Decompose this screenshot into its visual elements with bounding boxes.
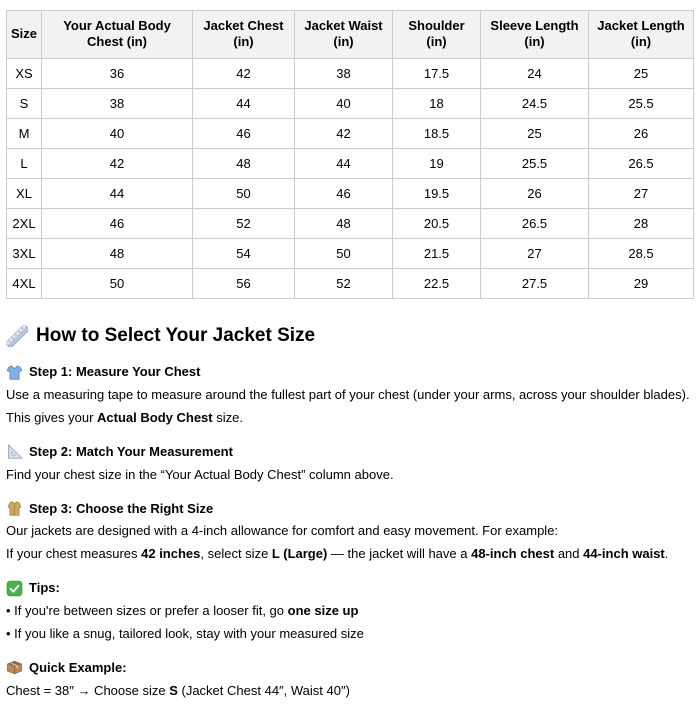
table-cell: 28.5	[589, 238, 694, 268]
table-cell: 40	[295, 88, 393, 118]
check-icon	[6, 580, 23, 597]
table-cell: 25.5	[481, 148, 589, 178]
text: Chest = 38″ → Choose size	[6, 682, 170, 698]
table-cell: 50	[193, 178, 295, 208]
table-cell: S	[7, 88, 42, 118]
text: If your chest measures	[6, 546, 142, 562]
paragraph	[6, 386, 693, 404]
table-cell: 28	[589, 208, 694, 238]
paragraph	[6, 682, 693, 700]
text: size.	[212, 409, 243, 425]
table-cell: 42	[193, 58, 295, 88]
table-cell: 26.5	[589, 148, 694, 178]
table-cell: 18	[393, 88, 481, 118]
coat-icon	[6, 500, 23, 517]
column-header: Jacket Waist (in)	[295, 11, 393, 59]
table-row	[7, 88, 694, 118]
table-cell: M	[7, 118, 42, 148]
section-heading-text: Tips:	[29, 580, 60, 596]
ruler-icon	[6, 325, 28, 347]
table-cell: 26	[589, 118, 694, 148]
table-cell: 50	[42, 268, 193, 298]
column-header: Sleeve Length (in)	[481, 11, 589, 59]
bold-text: one size up	[287, 602, 359, 618]
table-cell: 25	[481, 118, 589, 148]
table-cell: 46	[295, 178, 393, 208]
text: Use a measuring tape to measure around the fullest part of your chest (under your arms, across your shoulder blades).	[6, 386, 690, 402]
table-cell: 19	[393, 148, 481, 178]
guide-title	[6, 325, 693, 348]
table-cell: 19.5	[393, 178, 481, 208]
section-paragraphs	[6, 522, 693, 563]
paragraph	[6, 602, 693, 620]
section-heading	[6, 579, 693, 597]
table-cell: 46	[193, 118, 295, 148]
column-header: Size	[7, 11, 42, 59]
table-cell: 36	[42, 58, 193, 88]
table-cell: XS	[7, 58, 42, 88]
table-cell: 26.5	[481, 208, 589, 238]
table-row	[7, 58, 694, 88]
table-row	[7, 238, 694, 268]
text: .	[664, 546, 669, 562]
section-heading-text: Step 1: Measure Your Chest	[29, 364, 201, 380]
table-cell: 25.5	[589, 88, 694, 118]
section-heading	[6, 363, 693, 381]
section-heading	[6, 500, 693, 518]
section-paragraphs	[6, 682, 693, 700]
section-step-1	[6, 363, 693, 427]
table-cell: 42	[42, 148, 193, 178]
section-heading-text: Step 2: Match Your Measurement	[29, 443, 233, 459]
table-cell: 48	[193, 148, 295, 178]
paragraph	[6, 466, 693, 484]
table-cell: XL	[7, 178, 42, 208]
section-heading-text: Step 3: Choose the Right Size	[29, 500, 214, 516]
table-cell: 48	[295, 208, 393, 238]
table-cell: 27	[589, 178, 694, 208]
table-row	[7, 118, 694, 148]
table-cell: 38	[42, 88, 193, 118]
section-paragraphs	[6, 386, 693, 427]
header-row	[7, 11, 694, 59]
table-cell: 38	[295, 58, 393, 88]
section-step-2	[6, 443, 693, 484]
text: and	[554, 546, 584, 562]
table-cell: 44	[42, 178, 193, 208]
table-cell: 4XL	[7, 268, 42, 298]
table-row	[7, 268, 694, 298]
section-quick-example	[6, 659, 693, 700]
table-cell: 46	[42, 208, 193, 238]
section-heading	[6, 443, 693, 461]
bold-text: 42 inches	[141, 546, 201, 562]
triangle-ruler-icon	[6, 443, 23, 460]
table-cell: 27	[481, 238, 589, 268]
section-heading	[6, 659, 693, 677]
table-cell: 17.5	[393, 58, 481, 88]
table-cell: 50	[295, 238, 393, 268]
text: — the jacket will have a	[327, 546, 472, 562]
paragraph	[6, 522, 693, 540]
section-heading-text: Quick Example:	[29, 659, 127, 675]
package-icon	[6, 659, 23, 676]
table-cell: 26	[481, 178, 589, 208]
text: • If you're between sizes or prefer a looser fit, go	[6, 602, 288, 618]
table-cell: 20.5	[393, 208, 481, 238]
section-paragraphs	[6, 466, 693, 484]
guide-title-text: How to Select Your Jacket Size	[36, 324, 316, 346]
table-row	[7, 208, 694, 238]
column-header: Shoulder (in)	[393, 11, 481, 59]
bold-text: 48-inch chest	[471, 546, 555, 562]
bold-text: Actual Body Chest	[97, 409, 213, 425]
text: Find your chest size in the “Your Actual Body Chest” column above.	[6, 466, 394, 482]
section-step-3	[6, 500, 693, 564]
table-cell: 52	[295, 268, 393, 298]
table-cell: 27.5	[481, 268, 589, 298]
table-cell: 24.5	[481, 88, 589, 118]
table-cell: L	[7, 148, 42, 178]
table-cell: 24	[481, 58, 589, 88]
paragraph	[6, 625, 693, 643]
table-cell: 56	[193, 268, 295, 298]
table-cell: 48	[42, 238, 193, 268]
column-header: Your Actual Body Chest (in)	[42, 11, 193, 59]
tshirt-icon	[6, 364, 23, 381]
table-cell: 54	[193, 238, 295, 268]
paragraph	[6, 409, 693, 427]
bold-text: S	[169, 682, 178, 698]
section-paragraphs	[6, 602, 693, 643]
table-row	[7, 178, 694, 208]
column-header: Jacket Length (in)	[589, 11, 694, 59]
section-tips	[6, 579, 693, 643]
text: • If you like a snug, tailored look, stay with your measured size	[6, 625, 364, 641]
bold-text: L (Large)	[271, 546, 328, 562]
table-cell: 21.5	[393, 238, 481, 268]
table-row	[7, 148, 694, 178]
text: , select size	[200, 546, 272, 562]
text: Our jackets are designed with a 4-inch allowance for comfort and easy movement. For example:	[6, 523, 559, 539]
table-cell: 42	[295, 118, 393, 148]
text: This gives your	[6, 409, 98, 425]
bold-text: 44-inch waist	[583, 546, 665, 562]
size-table	[6, 10, 694, 299]
text: (Jacket Chest 44″, Waist 40″)	[177, 682, 350, 698]
paragraph	[6, 545, 693, 563]
size-table-body	[7, 58, 694, 298]
column-header: Jacket Chest (in)	[193, 11, 295, 59]
table-cell: 2XL	[7, 208, 42, 238]
table-cell: 18.5	[393, 118, 481, 148]
table-cell: 25	[589, 58, 694, 88]
table-cell: 44	[193, 88, 295, 118]
table-cell: 52	[193, 208, 295, 238]
table-cell: 40	[42, 118, 193, 148]
table-cell: 44	[295, 148, 393, 178]
table-cell: 29	[589, 268, 694, 298]
size-table-header	[7, 11, 694, 59]
table-cell: 3XL	[7, 238, 42, 268]
table-cell: 22.5	[393, 268, 481, 298]
